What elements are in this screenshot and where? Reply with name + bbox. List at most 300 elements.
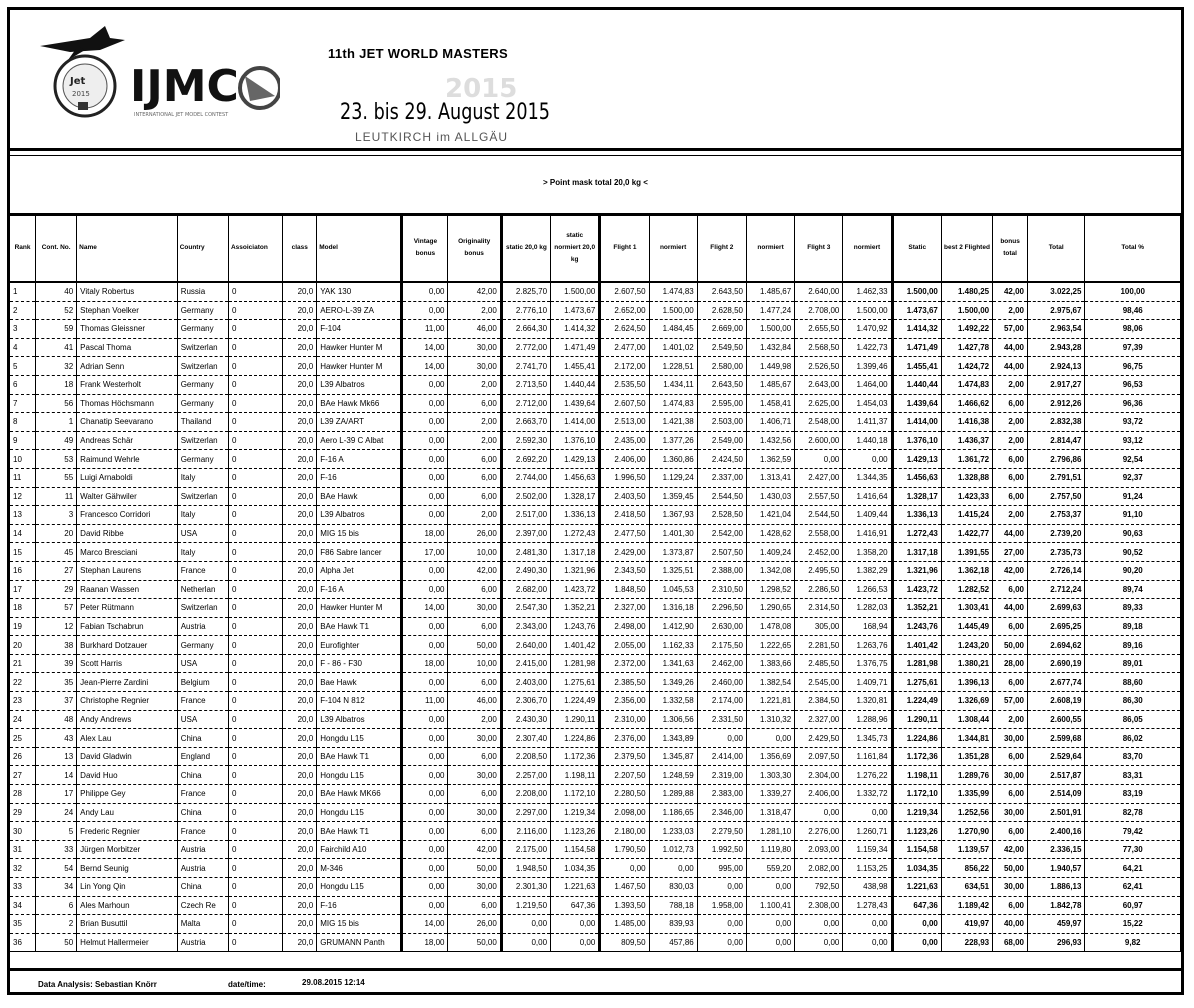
table-cell: 50,00 xyxy=(993,859,1028,878)
table-cell: 1.224,86 xyxy=(551,729,600,748)
table-cell: 0 xyxy=(228,766,282,785)
table-cell: 2.682,00 xyxy=(501,580,550,599)
table-cell: Frank Westerholt xyxy=(77,375,178,394)
table-cell: 30,00 xyxy=(448,599,501,618)
table-cell: 38 xyxy=(36,636,77,655)
table-cell: 2.507,50 xyxy=(697,543,746,562)
table-cell: 35 xyxy=(10,915,36,934)
table-cell: 98,46 xyxy=(1085,301,1181,320)
table-cell: 1.996,50 xyxy=(600,468,649,487)
table-cell: 2,00 xyxy=(448,375,501,394)
table-cell: 0 xyxy=(228,785,282,804)
table-cell: 1.172,10 xyxy=(892,785,941,804)
table-cell: 0,00 xyxy=(402,840,448,859)
table-cell: 1.473,67 xyxy=(892,301,941,320)
table-row xyxy=(10,413,1181,432)
table-cell: 2.542,00 xyxy=(697,524,746,543)
table-cell: 1.439,64 xyxy=(892,394,941,413)
table-cell: 0,00 xyxy=(843,450,892,469)
table-cell: MIG 15 bis xyxy=(317,524,402,543)
table-cell: 49 xyxy=(36,431,77,450)
table-cell: 18 xyxy=(36,375,77,394)
table-cell: 77,30 xyxy=(1085,840,1181,859)
table-cell: 96,75 xyxy=(1085,357,1181,376)
table-cell: Russia xyxy=(177,282,228,301)
table-cell: 1.416,38 xyxy=(941,413,992,432)
table-cell: 20,0 xyxy=(283,915,317,934)
table-cell: 2.343,00 xyxy=(501,617,550,636)
table-cell: 1.401,42 xyxy=(551,636,600,655)
table-cell: 0,00 xyxy=(402,394,448,413)
table-cell: 1.313,41 xyxy=(746,468,794,487)
table-row xyxy=(10,915,1181,934)
table-cell: 60,97 xyxy=(1085,896,1181,915)
table-cell: 33 xyxy=(10,878,36,897)
table-cell: 0,00 xyxy=(746,933,794,952)
table-cell: 1.455,41 xyxy=(551,357,600,376)
table-cell: 1.399,46 xyxy=(843,357,892,376)
table-cell: 1.424,72 xyxy=(941,357,992,376)
table-cell: 2.943,28 xyxy=(1028,338,1085,357)
table-cell: 4 xyxy=(10,338,36,357)
table-cell: 1.449,98 xyxy=(746,357,794,376)
table-cell: 1.411,37 xyxy=(843,413,892,432)
table-cell: 1.344,35 xyxy=(843,468,892,487)
table-cell: 20,0 xyxy=(283,710,317,729)
table-cell: 2.418,50 xyxy=(600,506,649,525)
table-cell: 228,93 xyxy=(941,933,992,952)
table-cell: 2.607,50 xyxy=(600,394,649,413)
table-cell: 0,00 xyxy=(402,878,448,897)
table-cell: 96,36 xyxy=(1085,394,1181,413)
table-cell: 0,00 xyxy=(746,878,794,897)
table-cell: 647,36 xyxy=(551,896,600,915)
table-row xyxy=(10,896,1181,915)
table-cell: 419,97 xyxy=(941,915,992,934)
table-cell: 2.735,73 xyxy=(1028,543,1085,562)
table-cell: 1.321,96 xyxy=(892,561,941,580)
table-cell: 0 xyxy=(228,599,282,618)
table-cell: 42,00 xyxy=(448,282,501,301)
table-cell: 792,50 xyxy=(795,878,843,897)
table-cell: 2.384,50 xyxy=(795,692,843,711)
table-cell: 2.726,14 xyxy=(1028,561,1085,580)
table-cell: Fairchild A10 xyxy=(317,840,402,859)
table-cell: 2,00 xyxy=(993,301,1028,320)
table-cell: F-16 A xyxy=(317,580,402,599)
table-cell: Raanan Wassen xyxy=(77,580,178,599)
table-cell: 839,93 xyxy=(649,915,697,934)
table-cell: Thomas Höchsmann xyxy=(77,394,178,413)
table-cell: BAe Hawk MK66 xyxy=(317,785,402,804)
table-cell: 995,00 xyxy=(697,859,746,878)
table-cell: 32 xyxy=(36,357,77,376)
table-cell: 0,00 xyxy=(697,878,746,897)
table-cell: Pascal Thoma xyxy=(77,338,178,357)
table-cell: 1.224,49 xyxy=(892,692,941,711)
table-cell: 1.500,00 xyxy=(941,301,992,320)
table-cell: 42,00 xyxy=(993,561,1028,580)
table-cell: 1.423,72 xyxy=(551,580,600,599)
table-cell: 1.414,00 xyxy=(892,413,941,432)
table-cell: 45 xyxy=(36,543,77,562)
table-cell: 2.383,00 xyxy=(697,785,746,804)
table-cell: Andy Andrews xyxy=(77,710,178,729)
table-cell: 42,00 xyxy=(993,282,1028,301)
table-cell: 2.308,00 xyxy=(795,896,843,915)
table-row xyxy=(10,338,1181,357)
table-cell: Scott Harris xyxy=(77,654,178,673)
table-cell: 2.699,63 xyxy=(1028,599,1085,618)
table-row xyxy=(10,506,1181,525)
table-cell: 2.279,50 xyxy=(697,822,746,841)
table-cell: 2.643,50 xyxy=(697,282,746,301)
table-cell: 2.544,50 xyxy=(697,487,746,506)
table-cell: 2.297,00 xyxy=(501,803,550,822)
table-cell: 1.288,96 xyxy=(843,710,892,729)
table-cell: 1.373,87 xyxy=(649,543,697,562)
table-cell: MIG 15 bis xyxy=(317,915,402,934)
table-cell: Alex Lau xyxy=(77,729,178,748)
table-cell: Eurofighter xyxy=(317,636,402,655)
table-cell: 1.383,66 xyxy=(746,654,794,673)
table-cell: 6,00 xyxy=(993,450,1028,469)
table-cell: 2.664,30 xyxy=(501,320,550,339)
table-cell: 1.401,42 xyxy=(892,636,941,655)
table-cell: 2.280,50 xyxy=(600,785,649,804)
table-cell: 2.356,00 xyxy=(600,692,649,711)
table-cell: 2.663,70 xyxy=(501,413,550,432)
table-cell: 7 xyxy=(10,394,36,413)
table-cell: 30,00 xyxy=(448,878,501,897)
table-cell: 14,00 xyxy=(402,599,448,618)
table-cell: 1.342,08 xyxy=(746,561,794,580)
table-cell: 2,00 xyxy=(448,431,501,450)
table-cell: 2.327,00 xyxy=(795,710,843,729)
table-cell: 1.454,03 xyxy=(843,394,892,413)
table-cell: 6,00 xyxy=(448,487,501,506)
table-cell: Brian Busuttil xyxy=(77,915,178,934)
table-cell: 2.452,00 xyxy=(795,543,843,562)
table-cell: 1.159,34 xyxy=(843,840,892,859)
table-cell: Germany xyxy=(177,375,228,394)
table-cell: 13 xyxy=(10,506,36,525)
table-cell: 0,00 xyxy=(551,915,600,934)
table-cell: USA xyxy=(177,524,228,543)
table-cell: 1.992,50 xyxy=(697,840,746,859)
table-cell: 2.607,50 xyxy=(600,282,649,301)
table-row xyxy=(10,747,1181,766)
table-cell: 1.119,80 xyxy=(746,840,794,859)
table-cell: 1.282,52 xyxy=(941,580,992,599)
table-cell: 0,00 xyxy=(402,487,448,506)
table-cell: 1.406,71 xyxy=(746,413,794,432)
table-cell: 1.470,92 xyxy=(843,320,892,339)
table-cell: 1.289,88 xyxy=(649,785,697,804)
table-cell: 18 xyxy=(10,599,36,618)
table-cell: 1.485,67 xyxy=(746,375,794,394)
table-cell: 2.776,10 xyxy=(501,301,550,320)
column-header: static 20,0 kg xyxy=(501,215,550,282)
table-cell: 18,00 xyxy=(402,933,448,952)
table-cell: 1.492,22 xyxy=(941,320,992,339)
column-header: class xyxy=(283,215,317,282)
table-row xyxy=(10,878,1181,897)
table-cell: F-16 xyxy=(317,896,402,915)
table-cell: 6,00 xyxy=(448,394,501,413)
table-cell: 1.351,28 xyxy=(941,747,992,766)
table-cell: 1.281,98 xyxy=(551,654,600,673)
table-cell: 24 xyxy=(10,710,36,729)
table-cell: 0 xyxy=(228,431,282,450)
table-cell: 21 xyxy=(10,654,36,673)
table-cell: 2.912,26 xyxy=(1028,394,1085,413)
table-cell: 6,00 xyxy=(448,468,501,487)
table-cell: 93,12 xyxy=(1085,431,1181,450)
table-cell: L39 ZA/ART xyxy=(317,413,402,432)
table-cell: 2.677,74 xyxy=(1028,673,1085,692)
table-cell: 1.500,00 xyxy=(892,282,941,301)
table-cell: 1.474,83 xyxy=(941,375,992,394)
data-analysis-credit: Data Analysis: Sebastian Knörr xyxy=(38,980,157,989)
table-cell: 27 xyxy=(10,766,36,785)
table-cell: 26,00 xyxy=(448,524,501,543)
table-cell: 1.320,81 xyxy=(843,692,892,711)
table-cell: Frederic Regnier xyxy=(77,822,178,841)
table-cell: 0 xyxy=(228,747,282,766)
table-cell: 1 xyxy=(10,282,36,301)
table-cell: 788,18 xyxy=(649,896,697,915)
table-row xyxy=(10,692,1181,711)
table-cell: 1.456,63 xyxy=(551,468,600,487)
table-cell: 40,00 xyxy=(993,915,1028,934)
table-cell: 31 xyxy=(10,840,36,859)
table-cell: 1.382,29 xyxy=(843,561,892,580)
column-header: Flight 2 xyxy=(697,215,746,282)
table-cell: 1.396,13 xyxy=(941,673,992,692)
table-cell: 98,06 xyxy=(1085,320,1181,339)
table-cell: Austria xyxy=(177,933,228,952)
table-cell: 2.477,50 xyxy=(600,524,649,543)
table-cell: 2.319,00 xyxy=(697,766,746,785)
table-cell: Stephan Voelker xyxy=(77,301,178,320)
table-cell: 13 xyxy=(36,747,77,766)
table-cell: 29 xyxy=(36,580,77,599)
table-cell: 2.643,00 xyxy=(795,375,843,394)
table-cell: 2,00 xyxy=(448,413,501,432)
table-cell: 0 xyxy=(228,543,282,562)
table-cell: 2,00 xyxy=(993,375,1028,394)
table-cell: 2.503,00 xyxy=(697,413,746,432)
table-cell: Hongdu L15 xyxy=(317,803,402,822)
svg-text:Jet: Jet xyxy=(70,76,86,87)
table-cell: 1.414,00 xyxy=(551,413,600,432)
table-cell: 6,00 xyxy=(993,580,1028,599)
table-cell: 1.289,76 xyxy=(941,766,992,785)
table-cell: 30,00 xyxy=(993,803,1028,822)
table-cell: 2.600,00 xyxy=(795,431,843,450)
table-cell: 830,03 xyxy=(649,878,697,897)
table-cell: 305,00 xyxy=(795,617,843,636)
table-cell: 0,00 xyxy=(402,822,448,841)
table-row xyxy=(10,301,1181,320)
table-cell: 2.652,00 xyxy=(600,301,649,320)
table-cell: F-104 N 812 xyxy=(317,692,402,711)
table-cell: Luigi Arnaboldi xyxy=(77,468,178,487)
table-cell: 1.471,49 xyxy=(551,338,600,357)
table-cell: 1.270,90 xyxy=(941,822,992,841)
table-cell: 2.208,00 xyxy=(501,785,550,804)
table-cell: 0,00 xyxy=(402,617,448,636)
table-cell: 1.382,54 xyxy=(746,673,794,692)
table-cell: 2.814,47 xyxy=(1028,431,1085,450)
table-cell: 1.344,81 xyxy=(941,729,992,748)
table-cell: 0,00 xyxy=(402,561,448,580)
table-cell: 20,0 xyxy=(283,822,317,841)
table-cell: 0 xyxy=(228,450,282,469)
table-cell: 2.963,54 xyxy=(1028,320,1085,339)
table-cell: 2.744,00 xyxy=(501,468,550,487)
table-cell: 1.358,20 xyxy=(843,543,892,562)
table-cell: 0,00 xyxy=(843,915,892,934)
table-cell: 1.423,72 xyxy=(892,580,941,599)
table-cell: 6,00 xyxy=(448,617,501,636)
table-cell: L39 Albatros xyxy=(317,375,402,394)
table-cell: 2.490,30 xyxy=(501,561,550,580)
table-cell: 1.439,64 xyxy=(551,394,600,413)
table-cell: 30,00 xyxy=(993,878,1028,897)
table-cell: 83,31 xyxy=(1085,766,1181,785)
table-cell: 20,0 xyxy=(283,357,317,376)
table-cell: 1.484,45 xyxy=(649,320,697,339)
table-row xyxy=(10,654,1181,673)
table-cell: 0,00 xyxy=(402,375,448,394)
table-cell: 0,00 xyxy=(795,915,843,934)
table-cell: 20,0 xyxy=(283,859,317,878)
table-cell: 20,0 xyxy=(283,320,317,339)
table-cell: 0 xyxy=(228,729,282,748)
table-cell: 2.599,68 xyxy=(1028,729,1085,748)
table-cell: 0,00 xyxy=(697,915,746,934)
table-cell: 1.436,37 xyxy=(941,431,992,450)
table-cell: 2.406,00 xyxy=(795,785,843,804)
table-cell: 86,05 xyxy=(1085,710,1181,729)
table-cell: 0,00 xyxy=(892,933,941,952)
table-cell: 296,93 xyxy=(1028,933,1085,952)
table-cell: Marco Bresciani xyxy=(77,543,178,562)
table-cell: 6,00 xyxy=(993,487,1028,506)
table-cell: 2.495,50 xyxy=(795,561,843,580)
table-cell: 46,00 xyxy=(448,320,501,339)
table-row xyxy=(10,561,1181,580)
column-header: Originality bonus xyxy=(448,215,501,282)
table-row xyxy=(10,599,1181,618)
table-cell: 2.692,20 xyxy=(501,450,550,469)
table-cell: 89,74 xyxy=(1085,580,1181,599)
table-cell: 23 xyxy=(10,692,36,711)
table-cell: 91,10 xyxy=(1085,506,1181,525)
table-cell: 2.498,00 xyxy=(600,617,649,636)
table-cell: Andreas Schär xyxy=(77,431,178,450)
table-cell: 2.640,00 xyxy=(795,282,843,301)
table-cell: 100,00 xyxy=(1085,282,1181,301)
table-cell: 0,00 xyxy=(402,636,448,655)
table-cell: 1.478,08 xyxy=(746,617,794,636)
table-cell: 2.548,00 xyxy=(795,413,843,432)
table-cell: 0 xyxy=(228,840,282,859)
table-cell: 1.428,62 xyxy=(746,524,794,543)
table-cell: 2.296,50 xyxy=(697,599,746,618)
table-cell: 91,24 xyxy=(1085,487,1181,506)
column-header: static normiert 20,0 kg xyxy=(551,215,600,282)
table-cell: 22 xyxy=(10,673,36,692)
table-cell: 1.326,69 xyxy=(941,692,992,711)
table-cell: David Gladwin xyxy=(77,747,178,766)
table-cell: BAe Hawk T1 xyxy=(317,822,402,841)
table-cell: 59 xyxy=(36,320,77,339)
column-header: Assoiciaton xyxy=(228,215,282,282)
table-cell: 1.129,24 xyxy=(649,468,697,487)
table-cell: 1.012,73 xyxy=(649,840,697,859)
table-row xyxy=(10,859,1181,878)
table-cell: 1.352,21 xyxy=(892,599,941,618)
table-cell: 1.401,02 xyxy=(649,338,697,357)
table-cell: 20,0 xyxy=(283,878,317,897)
table-cell: 0,00 xyxy=(746,729,794,748)
table-cell: 1.377,26 xyxy=(649,431,697,450)
table-cell: 44,00 xyxy=(993,524,1028,543)
table-row xyxy=(10,710,1181,729)
table-cell: 2.517,00 xyxy=(501,506,550,525)
table-cell: 2.529,64 xyxy=(1028,747,1085,766)
table-cell: 6,00 xyxy=(993,896,1028,915)
table-cell: 2.372,00 xyxy=(600,654,649,673)
table-cell: 42,00 xyxy=(993,840,1028,859)
table-cell: 6,00 xyxy=(448,673,501,692)
table-cell: Italy xyxy=(177,468,228,487)
table-cell: Adrian Senn xyxy=(77,357,178,376)
table-cell: 90,52 xyxy=(1085,543,1181,562)
date-value: 29.08.2015 12:14 xyxy=(302,978,365,987)
table-cell: 6 xyxy=(36,896,77,915)
table-cell: 83,70 xyxy=(1085,747,1181,766)
table-cell: 0 xyxy=(228,915,282,934)
table-cell: 83,19 xyxy=(1085,785,1181,804)
table-cell: 1.422,77 xyxy=(941,524,992,543)
table-cell: 1.393,50 xyxy=(600,896,649,915)
table-cell: 0 xyxy=(228,561,282,580)
table-cell: Germany xyxy=(177,394,228,413)
table-cell: 2.547,30 xyxy=(501,599,550,618)
table-cell: 2.545,00 xyxy=(795,673,843,692)
table-cell: GRUMANN Panth xyxy=(317,933,402,952)
svg-text:2015: 2015 xyxy=(72,90,90,98)
table-cell: 2.336,15 xyxy=(1028,840,1085,859)
jet-logo-icon xyxy=(30,16,280,126)
table-row xyxy=(10,524,1181,543)
table-cell: 1.303,30 xyxy=(746,766,794,785)
table-cell: 2.549,00 xyxy=(697,431,746,450)
table-cell: 2.669,00 xyxy=(697,320,746,339)
table-cell: 1.471,49 xyxy=(892,338,941,357)
column-header: normiert xyxy=(843,215,892,282)
table-cell: 1.429,13 xyxy=(892,450,941,469)
table-cell: 6,00 xyxy=(993,785,1028,804)
table-cell: 82,78 xyxy=(1085,803,1181,822)
table-cell: Francesco Corridori xyxy=(77,506,178,525)
table-cell: 1.430,03 xyxy=(746,487,794,506)
table-cell: Belgium xyxy=(177,673,228,692)
